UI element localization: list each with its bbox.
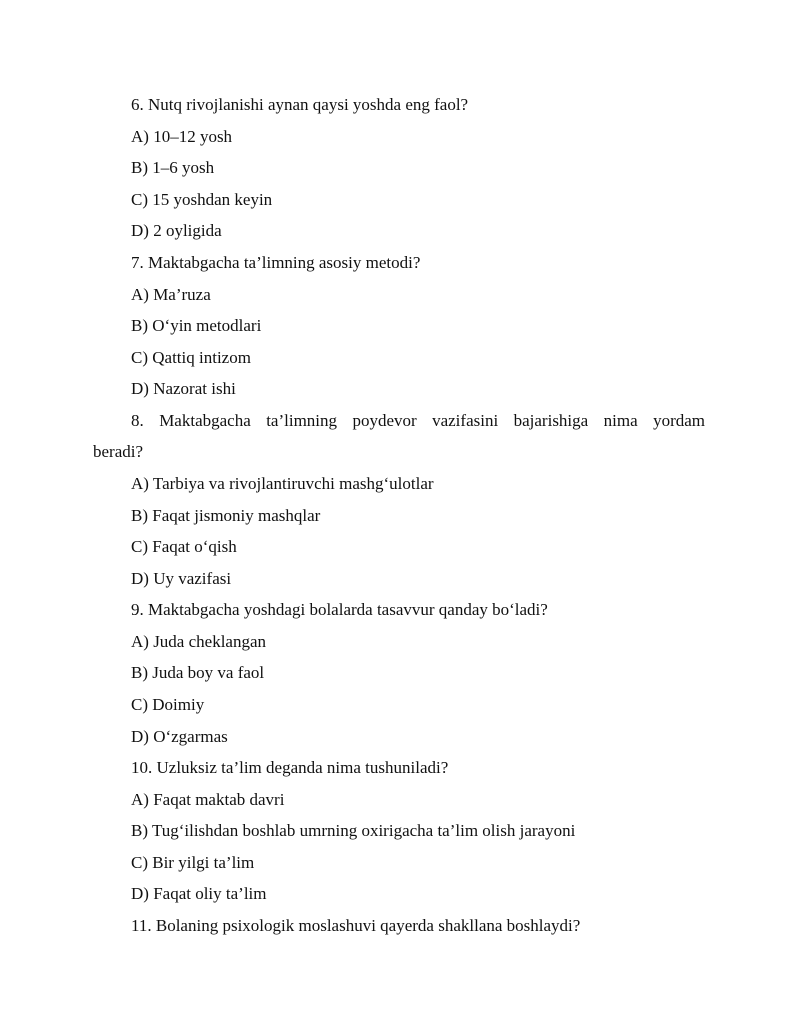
question-6-option-a: A) 10–12 yosh (131, 127, 233, 146)
question-8-option-b: B) Faqat jismoniy mashqlar (131, 506, 321, 525)
question-7-option-d: D) Nazorat ishi (131, 379, 236, 398)
question-6-option-b: B) 1–6 yosh (131, 158, 215, 177)
question-10-option-d: D) Faqat oliy ta’lim (131, 884, 267, 903)
question-6: 6. Nutq rivojlanishi aynan qaysi yoshda eng faol? (131, 95, 469, 114)
question-7-option-a: A) Ma’ruza (131, 285, 211, 304)
question-7: 7. Maktabgacha ta’limning asosiy metodi? (131, 253, 421, 272)
question-10-option-b: B) Tug‘ilishdan boshlab umrning oxirigacha ta’lim olish jarayoni (131, 821, 576, 840)
question-8-option-c: C) Faqat o‘qish (131, 537, 237, 556)
question-8-option-d: D) Uy vazifasi (131, 569, 232, 588)
question-9-option-c: C) Doimiy (131, 695, 205, 714)
question-7-option-b: B) O‘yin metodlari (131, 316, 262, 335)
question-10: 10. Uzluksiz ta’lim deganda nima tushuniladi? (131, 758, 449, 777)
question-9-option-a: A) Juda cheklangan (131, 632, 267, 651)
question-10-option-c: C) Bir yilgi ta’lim (131, 853, 255, 872)
question-6-option-c: C) 15 yoshdan keyin (131, 190, 273, 209)
question-9-option-d: D) O‘zgarmas (131, 727, 228, 746)
question-9: 9. Maktabgacha yoshdagi bolalarda tasavvur qanday bo‘ladi? (131, 600, 548, 619)
question-9-option-b: B) Juda boy va faol (131, 663, 265, 682)
question-7-option-c: C) Qattiq intizom (131, 348, 251, 367)
question-8-option-a: A) Tarbiya va rivojlantiruvchi mashg‘ulotlar (131, 474, 434, 493)
question-8-line-1: 8. Maktabgacha ta’limning poydevor vazifasini bajarishiga nima yordam (131, 411, 705, 430)
question-10-option-a: A) Faqat maktab davri (131, 790, 285, 809)
question-8-line-2: beradi? (93, 442, 144, 461)
question-11: 11. Bolaning psixologik moslashuvi qayerda shakllana boshlaydi? (131, 916, 581, 935)
question-6-option-d: D) 2 oyligida (131, 221, 222, 240)
